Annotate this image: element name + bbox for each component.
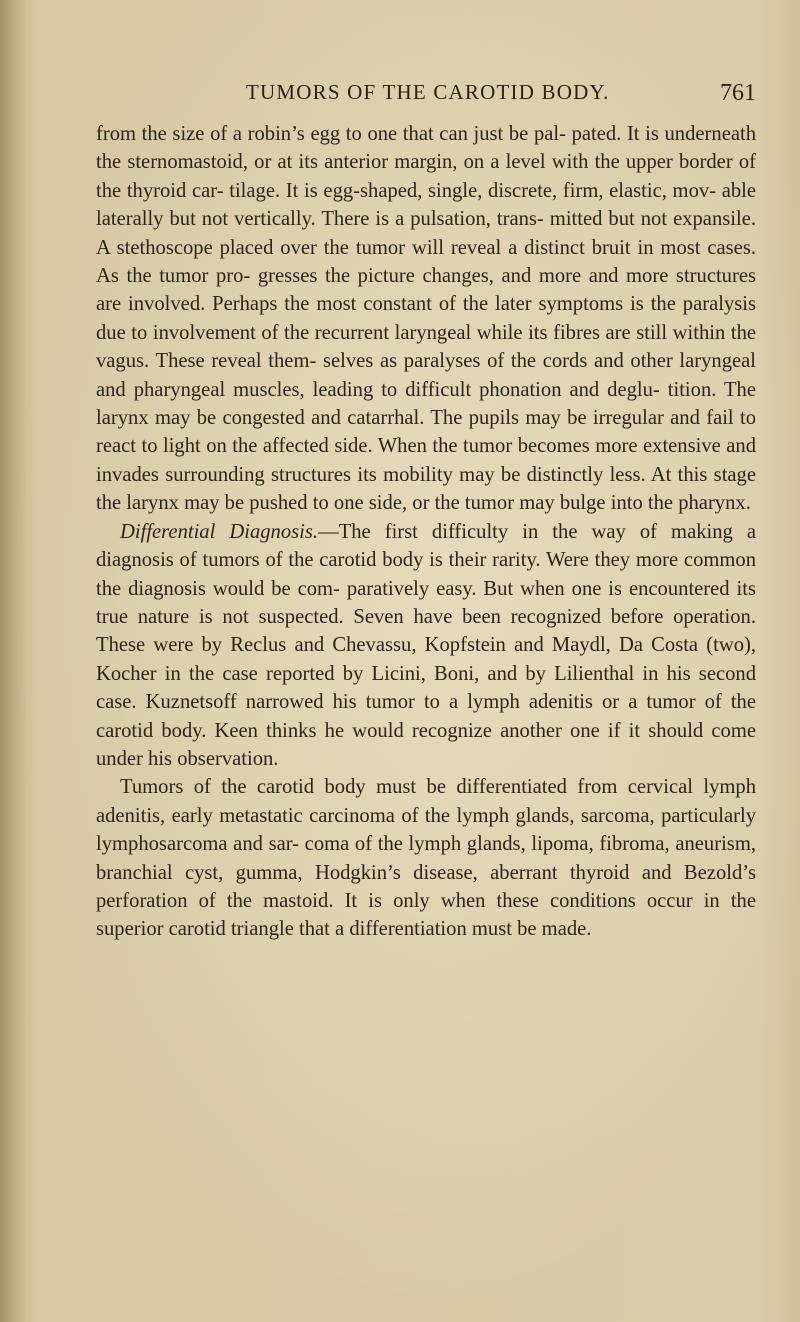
paragraph-differential-diagnosis-text: —The first difficulty in the way of making a diagnosis of tumors of the carotid body is their rarity. Were they more common the diagnosis would be com- paratively easy. But when one is encountered its true nature is not suspected. Seven have been recognized before operation. These were by Reclus and Chevassu, Kopfstein and Maydl, Da Costa (two), Kocher in the case reported by Licini, Boni, and by Lilienthal in his second case. Kuznetsoff narrowed his tumor to a lymph adenitis or a tumor of the carotid body. Keen thinks he would recognize another one if it should come under his observation.: [96, 520, 757, 770]
paragraph-differential-diagnosis: [96, 518, 756, 774]
running-title: TUMORS OF THE CAROTID BODY.: [246, 80, 610, 104]
running-head: [96, 80, 756, 116]
page-number: 761: [720, 80, 756, 106]
section-heading-differential-diagnosis: Differential Diagnosis.: [120, 520, 319, 543]
paragraph-symptoms: from the size of a robin’s egg to one that can just be pal- pated. It is underneath the sternomastoid, or at its anterior margin, on a level with the upper border of the thyroid car- tilage. It is egg-shaped, single, discrete, firm, elastic, mov- able laterally but not vertically. There is a pulsation, trans- mitted but not expansile. A stethoscope placed over the tumor will reveal a distinct bruit in most cases. As the tumor pro- gresses the picture changes, and more and more structures are involved. Perhaps the most constant of the later symptoms is the paralysis due to involvement of the recurrent laryngeal while its fibres are still within the vagus. These reveal them- selves as paralyses of the cords and other laryngeal and pharyngeal muscles, leading to difficult phonation and deglu- tition. The larynx may be congested and catarrhal. The pupils may be irregular and fail to react to light on the affected side. When the tumor becomes more extensive and invades surrounding structures its mobility may be distinctly less. At this stage the larynx may be pushed to one side, or the tumor may bulge into the pharynx.: [96, 123, 756, 515]
paragraph-differentiation-list: Tumors of the carotid body must be differentiated from cervical lymph adenitis, early metastatic carcinoma of the lymph glands, sarcoma, particularly lymphosarcoma and sar- coma of the lymph glands, lipoma, fibroma, aneurism, branchial cyst, gumma, Hodgkin’s disease, aberrant thyroid and Bezold’s perforation of the mastoid. It is only when these conditions occur in the superior carotid triangle that a differentiation must be made.: [96, 776, 756, 941]
body-text: [96, 120, 756, 944]
binding-shadow: [0, 0, 26, 1322]
